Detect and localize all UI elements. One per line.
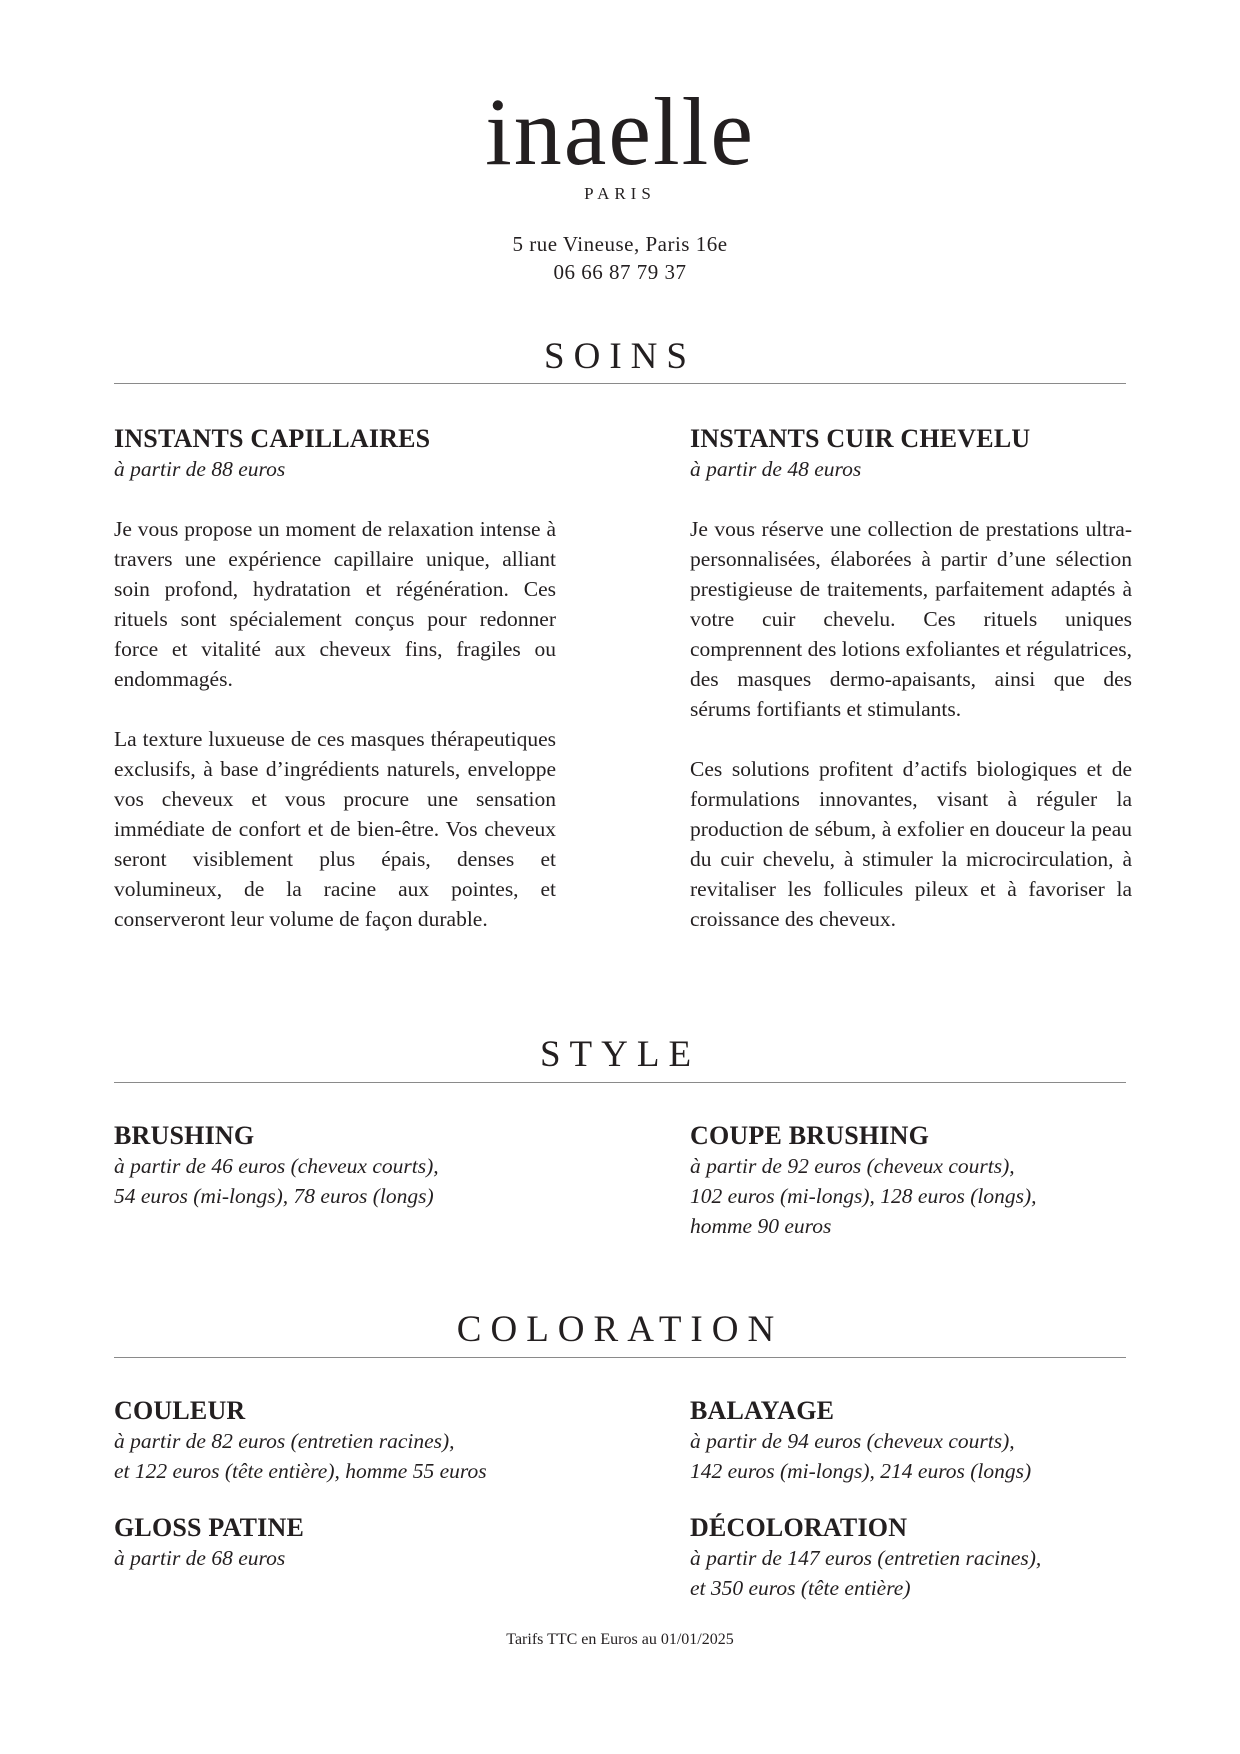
service-price: à partir de 92 euros (cheveux courts), xyxy=(690,1154,1015,1178)
service-instants-cuir-chevelu xyxy=(690,424,1132,934)
service-name: BRUSHING xyxy=(114,1121,255,1150)
service-description: Ces solutions profitent d’actifs biologiques et de formulations innovantes, visant à réguler la production de sébum, à exfolier en douceur la peau du cuir chevelu, à stimuler la microcirculation, à revitaliser les follicules pileux et à favoriser la croissance des cheveux. xyxy=(690,757,1132,931)
service-price: à partir de 68 euros xyxy=(114,1546,286,1570)
service-instants-capillaires xyxy=(114,424,556,934)
service-decoloration xyxy=(690,1513,1132,1603)
section-divider xyxy=(114,1082,1126,1083)
section-title-style: STYLE xyxy=(539,1034,701,1075)
service-name: INSTANTS CUIR CHEVELU xyxy=(690,424,1031,453)
service-gloss-patine xyxy=(114,1513,556,1573)
service-price: à partir de 147 euros (entretien racines), xyxy=(690,1546,1042,1570)
service-name: INSTANTS CAPILLAIRES xyxy=(114,424,431,453)
service-price: à partir de 88 euros xyxy=(114,457,286,481)
service-price: à partir de 94 euros (cheveux courts), xyxy=(690,1429,1015,1453)
service-name: BALAYAGE xyxy=(690,1396,835,1425)
service-price: et 350 euros (tête entière) xyxy=(690,1576,911,1600)
service-name: COUPE BRUSHING xyxy=(690,1121,929,1150)
service-couleur xyxy=(114,1396,556,1486)
service-price: homme 90 euros xyxy=(690,1214,832,1238)
section-divider xyxy=(114,383,1126,384)
service-balayage xyxy=(690,1396,1132,1486)
contact-block xyxy=(0,230,1240,286)
service-description: Je vous réserve une collection de prestations ultra-personnalisées, élaborées à partir d’une sélection prestigieuse de traitements, parfaitement adaptés à votre cuir chevelu. Ces rituels uniques comprennent des lotions exfoliantes et régulatrices, des masques dermo-apaisants, ainsi que des sérums fortifiants et stimulants. xyxy=(690,517,1132,721)
service-name: GLOSS PATINE xyxy=(114,1513,304,1542)
service-price: 102 euros (mi-longs), 128 euros (longs), xyxy=(690,1184,1037,1208)
phone: 06 66 87 79 37 xyxy=(553,260,687,284)
service-price: à partir de 46 euros (cheveux courts), xyxy=(114,1154,439,1178)
brand-city: PARIS xyxy=(584,184,656,203)
service-coupe-brushing xyxy=(690,1121,1132,1241)
service-description: La texture luxueuse de ces masques thérapeutiques exclusifs, à base d’ingrédients naturels, enveloppe vos cheveux et vous procure une sensation immédiate de confort et de bien-être. Vos cheveux seront visiblement plus épais, denses et volumineux, de la racine aux pointes, et conserveront leur volume de façon durable. xyxy=(114,727,556,931)
address: 5 rue Vineuse, Paris 16e xyxy=(512,232,728,256)
service-name: COULEUR xyxy=(114,1396,246,1425)
brand-logo: inaelle xyxy=(485,78,755,185)
service-price: 54 euros (mi-longs), 78 euros (longs) xyxy=(114,1184,434,1208)
service-brushing xyxy=(114,1121,556,1211)
section-title-coloration: COLORATION xyxy=(456,1309,784,1350)
service-price: et 122 euros (tête entière), homme 55 euros xyxy=(114,1459,487,1483)
service-description: Je vous propose un moment de relaxation intense à travers une expérience capillaire unique, alliant soin profond, hydratation et régénération. Ces rituels sont spécialement conçus pour redonner force et vitalité aux cheveux fins, fragiles ou endommagés. xyxy=(114,517,556,691)
section-divider xyxy=(114,1357,1126,1358)
service-name: DÉCOLORATION xyxy=(690,1513,908,1542)
service-price: à partir de 82 euros (entretien racines), xyxy=(114,1429,455,1453)
section-title-soins: SOINS xyxy=(544,336,696,377)
footer-note: Tarifs TTC en Euros au 01/01/2025 xyxy=(506,1631,734,1648)
service-price: 142 euros (mi-longs), 214 euros (longs) xyxy=(690,1459,1032,1483)
service-price: à partir de 48 euros xyxy=(690,457,862,481)
